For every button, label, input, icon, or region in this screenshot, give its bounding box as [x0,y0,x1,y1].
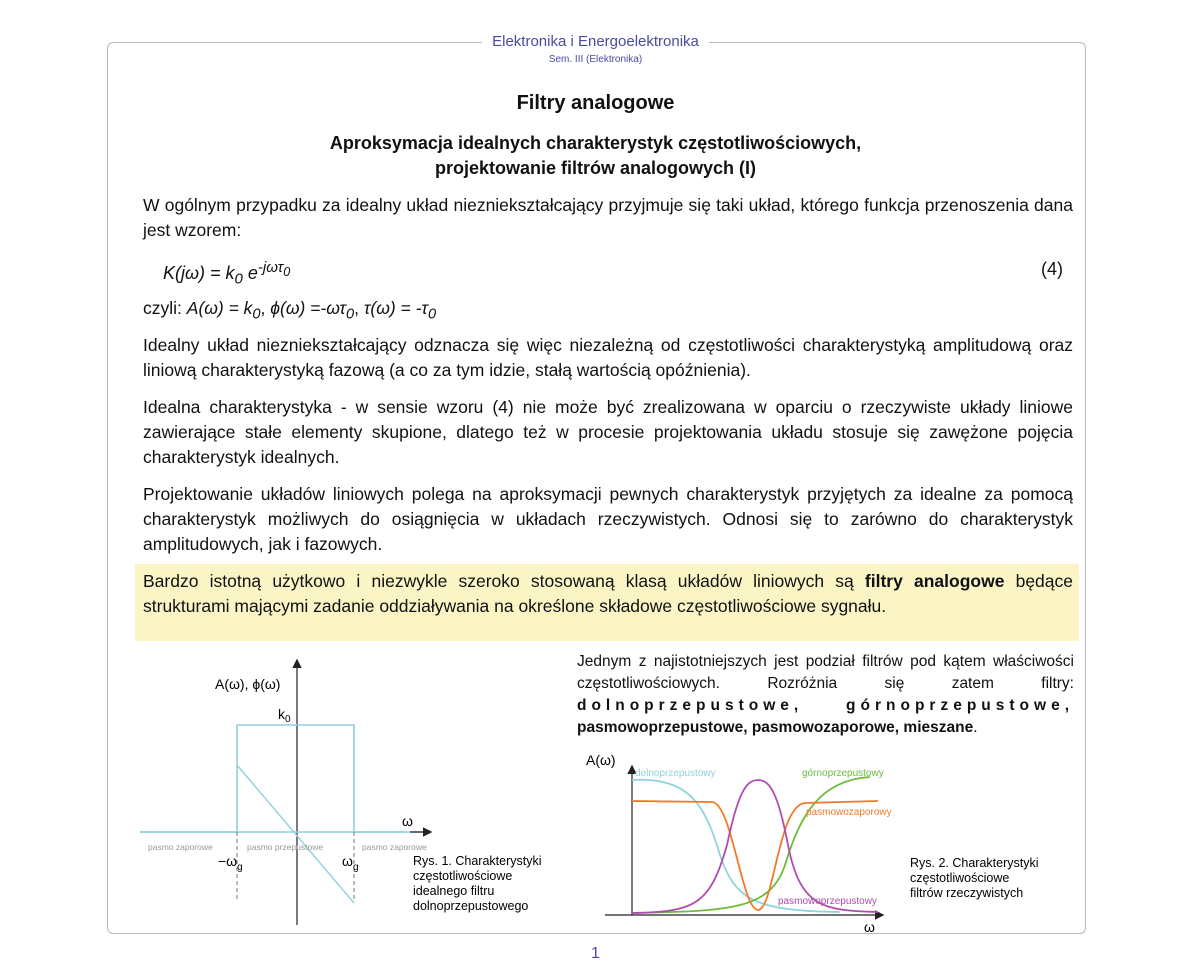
paragraph-4: Projektowanie układów liniowych polega na aproksymacji pewnych charakterystyk przyjętych za idealne za pomocą charakterystyk możliwych do osiągnięcia w układach rzeczywistych. Odnosi się to zarówno do charakterystyk amplitudowych, jak i fazowych. [143,484,1073,554]
fig2-highpass-curve [632,777,870,913]
filter-types-paragraph: Jednym z najistotniejszych jest podział filtrów pod kątem właściwości częstotliwościowych. Rozróżnia się zatem filtry: dolnoprzepustowe, górnoprzepustowe, pasmowoprzepustowe, pasmowozaporowe, mieszane. [577,653,1074,736]
fig1-caption: Rys. 1. Charakterystyki częstotliwościowe idealnego filtru dolnoprzepustowego [413,854,542,913]
header-semester: Sem. III (Elektronika) [0,54,1191,65]
equation-number: (4) [1041,259,1063,279]
header-course: Elektronika i Energoelektronika [0,33,1191,50]
equation-e: e [247,263,258,283]
fig1-omega: ω [402,813,413,829]
fig2-lowpass-label: dolnoprzepustowy [635,768,716,779]
fig1-k0: $k_0$ [278,706,291,725]
fig1-band-left: pasmo zaporowe [148,842,213,852]
highlight-bold: filtry analogowe [864,571,1005,591]
page-title: Filtry analogowe [516,92,675,114]
paragraph-1: W ogólnym przypadku za idealny układ niezniekształcający przyjmuje się taki układ, którego funkcja przenoszenia dana jest wzorem: [143,195,1073,240]
fig2-lowpass-curve [632,780,840,912]
fig2-highpass-label: górnoprzepustowy [802,768,884,779]
fig2-caption: Rys. 2. Charakterystyki częstotliwościowe filtrów rzeczywistych [910,856,1039,900]
fig1-ylabel: A(ω), ϕ(ω) [215,676,281,692]
fig2-bandstop-label: pasmowozaporowy [806,807,892,818]
figure-1 [140,655,580,935]
czyli-line: czyli: $A(\omega) = k_0$, $\phi(\omega) =-\omega\tau_0$, $\tau(\omega) = -\tau_0$ [143,298,437,323]
fig1-band-right: pasmo zaporowe [362,842,427,852]
equation-exponent: -jωτ0 [257,259,291,279]
fig1-phase [237,765,354,903]
fig2-bandpass-label: pasmowoprzepustowy [778,896,877,907]
fig2-ylabel: A(ω) [586,752,616,768]
highlight-paragraph: Bardzo istotną użytkowo i niezwykle szeroko stosowaną klasą układów liniowych są filtry analogowe będące strukturami mającymi zadanie oddziaływania na określone składowe częstotliwościowe sygnału. [143,571,1074,616]
equation-lhs: K(jω) = k [163,263,235,283]
paragraph-3: Idealna charakterystyka - w sensie wzoru (4) nie może być zrealizowana w oparciu o rzeczywiste układy liniowe zawierające stałe elementy skupione, dlatego też w procesie projektowania układu stosuje się zawężone pojęcia charakterystyk idealnych. [143,397,1073,467]
filter-types-rest: pasmowoprzepustowe, pasmowozaporowe, mieszane [577,719,974,736]
fig1-neg-wg: $-\omega_g$ [218,853,243,873]
filter-types-spaced: dolnoprzepustowe, górnoprzepustowe, [577,697,1074,714]
fig1-amplitude [140,725,405,832]
figure-2 [580,745,1080,935]
fig1-wg: $\omega_g$ [342,853,359,873]
paragraph-2: Idealny układ niezniekształcający odznacza się więc niezależną od częstotliwości charakterystyką amplitudową oraz liniową charakterystyką fazową (a co za tym idzie, stałą wartością opóźnienia). [143,335,1073,380]
page-subtitle [0,131,1191,181]
subtitle-line-2: projektowanie filtrów analogowych (I) [434,158,757,178]
equation-sub: 0 [234,270,243,288]
subtitle-line-1: Aproksymacja idealnych charakterystyk częstotliwościowych, [329,133,862,153]
fig1-band-mid: pasmo przepustowe [247,842,324,852]
fig2-omega: ω [864,919,875,935]
equation-4 [163,259,1063,288]
fig2-bandpass-curve [632,780,878,913]
page-number: 1 [591,945,600,962]
